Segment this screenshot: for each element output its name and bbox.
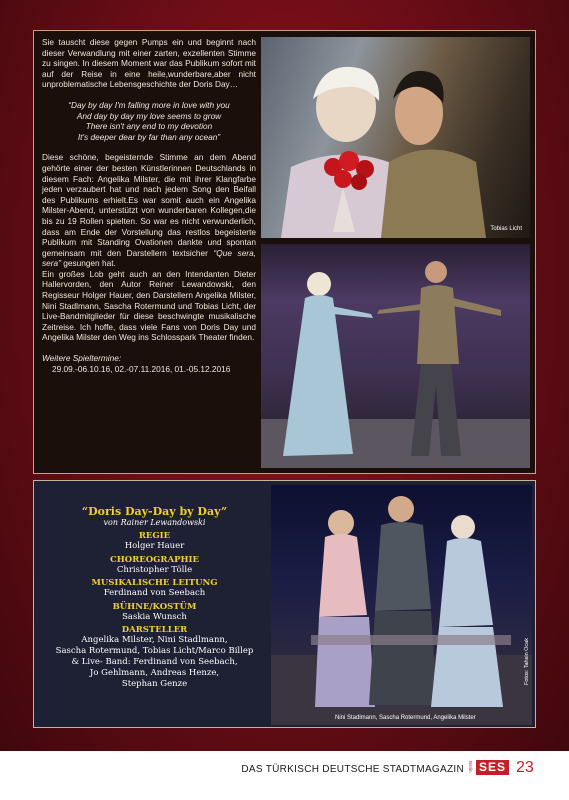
photo-couple-roses xyxy=(261,37,530,238)
photo-3-credit: Fotos: Tahsin Ocak xyxy=(524,638,530,685)
page-footer xyxy=(0,751,569,800)
photo-1-credit: Tobias Licht xyxy=(490,226,522,232)
photo-dance-scene xyxy=(261,244,530,468)
article-text xyxy=(42,37,256,374)
magazine-name: DAS TÜRKISCH DEUTSCHE STADTMAGAZIN xyxy=(241,764,464,775)
production-credits xyxy=(42,505,267,689)
quote-line: “Day by day I'm falling more in love with you xyxy=(68,99,230,110)
credits-panel xyxy=(33,480,536,728)
photo-couple-roses-illustration xyxy=(261,37,530,238)
cast-line: Stephan Genze xyxy=(121,678,188,689)
paragraph-2 xyxy=(42,152,256,269)
musikalische-leitung-heading: MUSIKALISCHE LEITUNG xyxy=(91,578,218,589)
show-author: von Rainer Lewandowski xyxy=(103,518,206,527)
darsteller-heading: DARSTELLER xyxy=(121,625,188,636)
cast-line: Jo Gehlmann, Andreas Henze, xyxy=(89,667,220,678)
photo-three-actors-illustration xyxy=(271,485,532,725)
choreographie-name: Christopher Tölle xyxy=(116,564,193,575)
paragraph-2-text: Diese schöne, begeisternde Stimme an dem Abend gehörte einer der besten Künstlerinnen Deutschlands in diesem Fach: Angelika Milster, die mit ihrer Klangfarbe jeden verzaubert hat und nach jedem Song den Beifall des Publikums erhielt.Es war somit auch ein Angelika Milster-Abend, unterstützt von wunderbaren Kollegen,die bis zu 19 Rollen spielten. So war es nicht verwunderlich, dass am Ende der Vorstellung das restlos begeisterte Publikum mit Standing Ovationen dankte und spontan gemeinsam mit den Darstellern textsicher xyxy=(42,152,256,258)
cast-line: & Live- Band: Ferdinand von Seebach, xyxy=(71,656,238,667)
regie-name: Holger Hauer xyxy=(124,541,185,551)
buehne-kostuem-heading: BÜHNE/KOSTÜM xyxy=(112,601,197,612)
quote-line: There isn't any end to my devotion xyxy=(85,121,213,132)
cast-line: Sascha Rotermund, Tobias Licht/Marco Billep xyxy=(55,646,254,657)
buehne-kostuem-name: Saskia Wunsch xyxy=(122,611,187,622)
logo-berlin-text: Berlin xyxy=(468,761,473,773)
paragraph-1: Sie tauscht diese gegen Pumps ein und beginnt nach dieser Verwandlung mit einer zarten, exzellenten Stimme zu singen. In diesem Moment war das Publikum sofort mit auf der Reise in eine heile,wunderbare,aber nicht unproblematische Lebensgeschichte der Doris Day… xyxy=(42,37,256,90)
quote-line: And day by day my love seems to grow xyxy=(76,110,222,121)
show-title: “Doris Day-Day by Day” xyxy=(81,505,228,518)
musikalische-leitung-name: Ferdinand von Seebach xyxy=(103,588,206,599)
regie-heading: REGIE xyxy=(138,531,171,541)
weitere-spieltermine-label: Weitere Spieltermine: xyxy=(42,353,122,364)
song-quote xyxy=(42,100,256,142)
paragraph-3: Ein großes Lob geht auch an den Intendanten Dieter Hallervorden, den Autor Reiner Lewandowski, den Regisseur Holger Hauer, den Darstellern Angelika Milster, Nini Stadlmann, Sascha Rotermund und Tobias Licht, der Live-Bandmitglieder für diese beschwingte musikalische Zeitreise. Ich hoffe, dass viele Fans von Doris Day und Angelika Milster den Weg ins Schlosspark Theater finden. xyxy=(42,268,256,343)
cast-line: Angelika Milster, Nini Stadlmann, xyxy=(81,635,228,646)
ses-logo: SES xyxy=(476,760,509,775)
choreographie-heading: CHOREOGRAPHIE xyxy=(110,554,199,565)
quote-line: It's deeper dear by far than any ocean” xyxy=(77,131,221,142)
weitere-spieltermine-dates: 29.09.-06.10.16, 02.-07.11.2016, 01.-05.12.2016 xyxy=(52,363,231,374)
photo-3-caption: Nini Stadlmann, Sascha Rotermund, Angelika Milster xyxy=(335,715,476,721)
photo-dance-scene-illustration xyxy=(261,244,530,468)
paragraph-2-quote: “Que sera, sera” xyxy=(42,247,256,269)
article-panel xyxy=(33,30,536,474)
page-number: 23 xyxy=(516,759,534,776)
paragraph-2-end: gesungen hat. xyxy=(60,258,116,269)
photo-three-actors-bench xyxy=(271,485,532,725)
